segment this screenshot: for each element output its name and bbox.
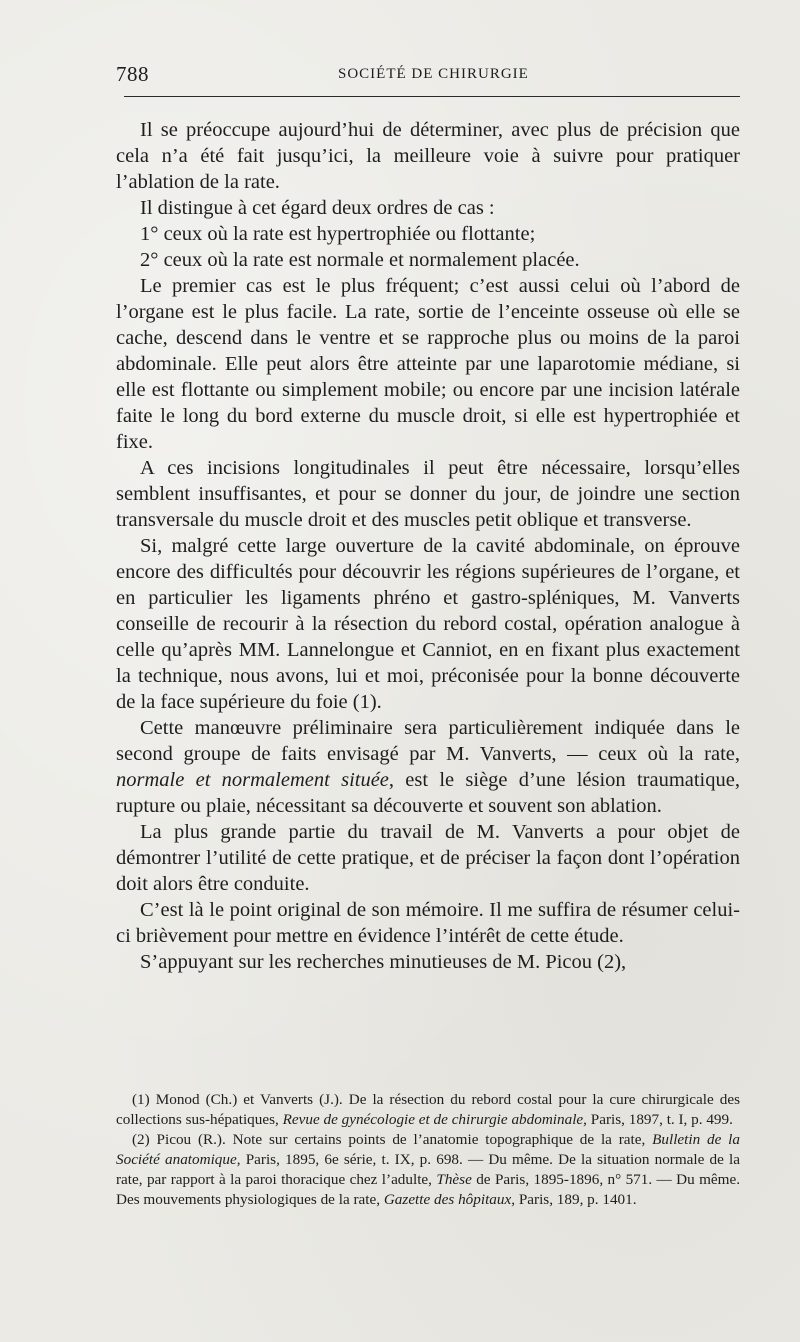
footnote-1 — [116, 1090, 740, 1130]
text-run: Cette manœuvre préliminaire sera particulièrement indiquée dans le second groupe de faits envisagé par M. Vanverts, — ceux où la rate, — [116, 717, 740, 765]
italic-text: Bulletin de la Société anatomique — [116, 1131, 741, 1168]
paragraph — [116, 715, 740, 819]
list-item: 1° ceux où la rate est hypertrophiée ou flottante; — [140, 223, 536, 245]
text-run: , est le siège d’une lésion traumatique, rupture ou plaie, nécessitant sa découverte et souvent son ablation. — [116, 769, 740, 817]
paragraph: S’appuyant sur les recherches minutieuses de M. Picou (2), — [140, 951, 627, 973]
main-text — [116, 117, 740, 975]
paragraph: Il distingue à cet égard deux ordres de cas : — [140, 197, 495, 219]
italic-text: Revue de gynécologie et de chirurgie abdominale — [282, 1111, 584, 1128]
italic-text: normale et normalement située — [116, 769, 389, 791]
italic-text: Gazette des hôpitaux — [383, 1191, 512, 1208]
text-run: , Paris, 1895, 6e série, t. IX, p. 698. — Du même. De la situation normale de la rate, par rapport à la paroi thoracique chez l’adulte, — [116, 1151, 740, 1188]
list-item: 2° ceux où la rate est normale et normalement placée. — [140, 249, 580, 271]
paragraph: Il se préoccupe aujourd’hui de déterminer, avec plus de précision que cela n’a été fait jusqu’ici, la meilleure voie à suivre pour pratiquer l’ablation de la rate. — [116, 119, 740, 193]
text-run: , Paris, 189, p. 1401. — [511, 1191, 637, 1208]
paragraph: C’est là le point original de son mémoire. Il me suffira de résumer celui-ci brièvement pour mettre en évidence l’intérêt de cette étude. — [116, 899, 740, 947]
header-rule — [124, 96, 740, 97]
page-number: 788 — [116, 62, 149, 86]
paragraph: A ces incisions longitudinales il peut être nécessaire, lorsqu’elles semblent insuffisantes, et pour se donner du jour, de joindre une section transversale du muscle droit et des muscles petit oblique et transverse. — [116, 457, 740, 531]
italic-text: Thèse — [436, 1171, 472, 1188]
text-run: (1) Monod (Ch.) et Vanverts (J.). De la résection du rebord costal pour la cure chirurgicale des collections sus-hépatiques, — [116, 1091, 740, 1128]
running-head: SOCIÉTÉ DE CHIRURGIE — [338, 66, 529, 82]
footnotes — [116, 1090, 740, 1210]
page-header — [116, 58, 740, 98]
paragraph: Si, malgré cette large ouverture de la cavité abdominale, on éprouve encore des difficultés pour découvrir les régions supérieures de l’organe, et en particulier les ligaments phréno et gastro-spléniques, M. Vanverts conseille de recourir à la résection du rebord costal, opération analogue à celle qu’après MM. Lannelongue et Canniot, en en fixant plus exactement la technique, nous avons, lui et moi, préconisée pour la bonne découverte de la face supérieure du foie (1). — [116, 535, 740, 713]
text-run: (2) Picou (R.). Note sur certains points de l’anatomie topographique de la rate, — [132, 1131, 653, 1148]
text-run: , Paris, 1897, t. I, p. 499. — [583, 1111, 733, 1128]
paragraph: La plus grande partie du travail de M. Vanverts a pour objet de démontrer l’utilité de cette pratique, et de préciser la façon dont l’opération doit alors être conduite. — [116, 821, 740, 895]
footnote-2 — [116, 1130, 740, 1210]
paragraph: Le premier cas est le plus fréquent; c’est aussi celui où l’abord de l’organe est le plus facile. La rate, sortie de l’enceinte osseuse où elle se cache, descend dans le ventre et se rapproche plus ou moins de la paroi abdominale. Elle peut alors être atteinte par une laparotomie médiane, si elle est flottante ou simplement mobile; ou encore par une incision latérale faite le long du bord externe du muscle droit, si elle est hypertrophiée et fixe. — [116, 275, 740, 453]
text-run: de Paris, 1895-1896, n° 571. — Du même. Des mouvements physiologiques de la rate, — [116, 1171, 740, 1208]
